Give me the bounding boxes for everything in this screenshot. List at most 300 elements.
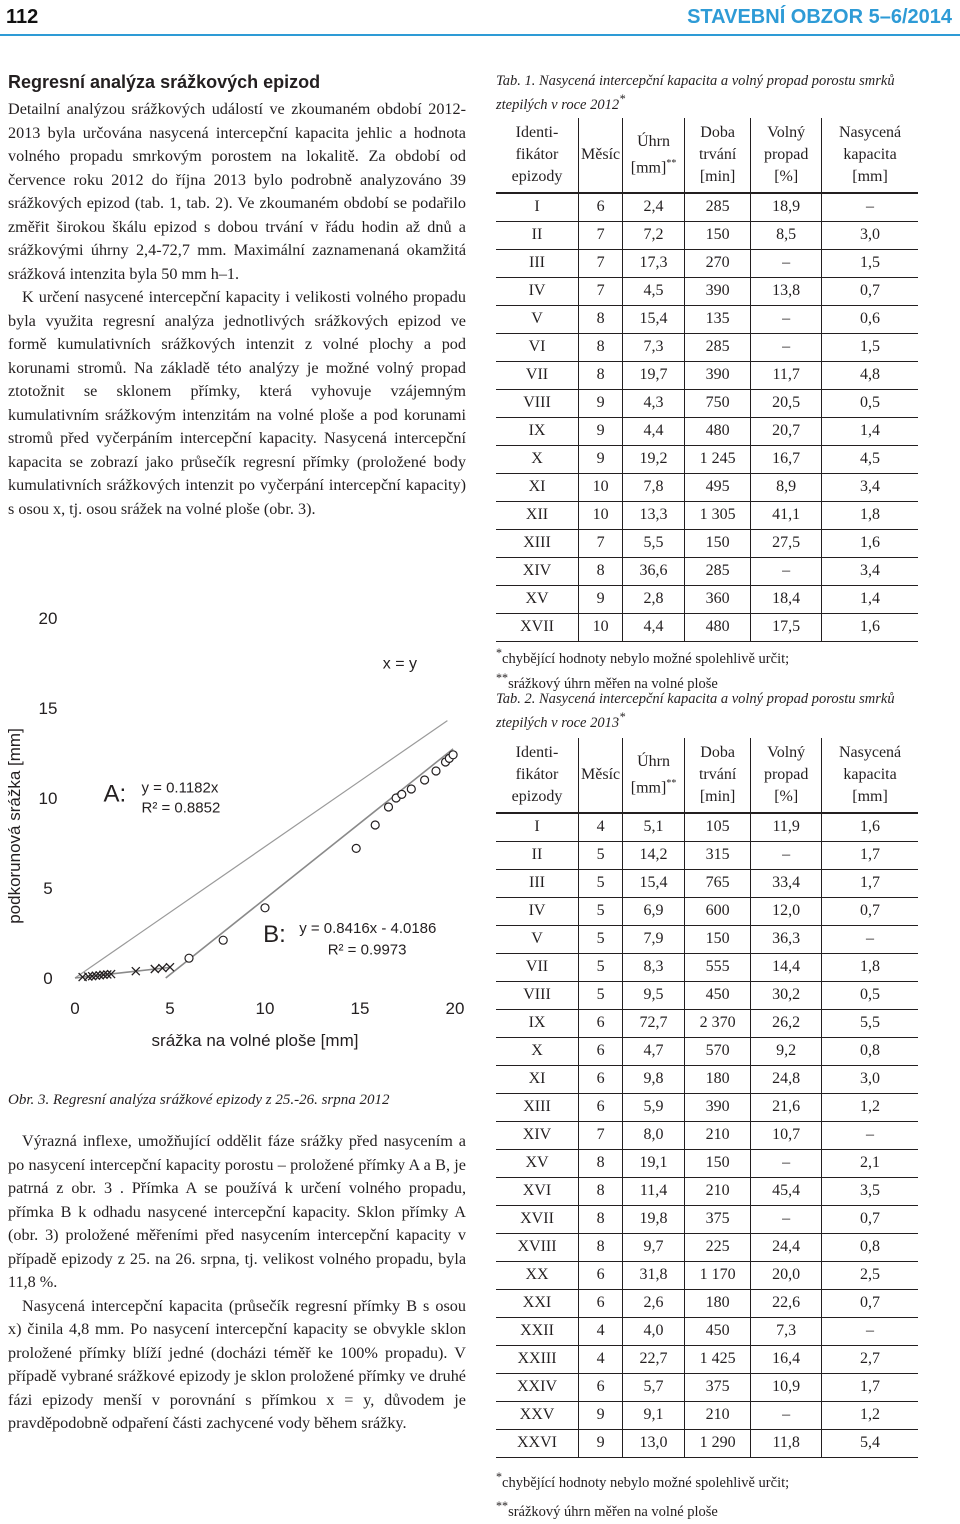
table-2-footnotes (496, 1468, 918, 1522)
table-cell: 10 (579, 613, 623, 641)
table-cell: 20,7 (751, 417, 822, 445)
table-cell: 36,6 (623, 557, 685, 585)
table-cell: 180 (684, 1289, 750, 1317)
table-row (496, 1009, 918, 1037)
table-cell: XX (496, 1261, 579, 1289)
table-cell: 20,0 (751, 1261, 822, 1289)
table-header-row (496, 738, 918, 813)
table-cell: 0,8 (822, 1233, 918, 1261)
paragraph-3: Výrazná inflexe, umožňující oddělit fáze srážky před nasycením a po nasycení intercepční kapacity porostu – proložené přímky A a B, je patrná z obr. 3 . Přímka A se používá k určení volného propadu, přímka B k odhadu nasycené intercepční kapacity. Sklon přímky A (obr. 3) proložené měřeními před nasycením intercepční kapacity v případě epizody z 25. na 26. srpna, tj. velikost volného propadu, byla 11,8 %. (8, 1132, 466, 1291)
y-axis-label: podkorunová srážka [mm] (5, 728, 24, 924)
table-cell: 19,8 (623, 1205, 685, 1233)
table-row (496, 1093, 918, 1121)
table-cell: VIII (496, 389, 579, 417)
table-row (496, 1345, 918, 1373)
table-cell: VI (496, 333, 579, 361)
paragraph-4: Nasycená intercepční kapacita (průsečík regresní přímky B s osou x) činila 4,8 mm. Po nasycení intercepční kapacity se obvykle sklon proložené přímky blíží jedné (docházi téměř ke 100% propadu). V případě vybrané srážkové epizody je sklon proložené přímky ve druhé fázi epizody menší v porovnání s přímkou x = y, důvodem je pravděpodobně odpaření části zachycené vody během srážky. (8, 1296, 466, 1432)
table-cell: IX (496, 1009, 579, 1037)
table-cell: 18,4 (751, 585, 822, 613)
table-cell: V (496, 305, 579, 333)
table-row (496, 1149, 918, 1177)
table-cell: 2,8 (623, 585, 685, 613)
table-cell: 16,7 (751, 445, 822, 473)
table-cell: 5 (579, 869, 623, 897)
table-cell: 1,4 (822, 585, 918, 613)
table-row (496, 1177, 918, 1205)
footnote-measured: **srážkový úhrn měřen na volné ploše (496, 1498, 718, 1520)
table-cell: 9,2 (751, 1037, 822, 1065)
table-cell: XVIII (496, 1233, 579, 1261)
y-tick-label: 10 (38, 789, 58, 808)
table-cell: 0,7 (822, 1205, 918, 1233)
table-cell: XVII (496, 613, 579, 641)
table-cell: 9,7 (623, 1233, 685, 1261)
table-row (496, 277, 918, 305)
data-point-b (432, 767, 440, 775)
table-row (496, 249, 918, 277)
table-row (496, 1401, 918, 1429)
table-cell: 390 (684, 361, 750, 389)
table-row (496, 897, 918, 925)
table-cell: 7 (579, 221, 623, 249)
table-cell: 0,8 (822, 1037, 918, 1065)
data-point-b (421, 776, 429, 784)
table-cell: – (751, 333, 822, 361)
table-cell: 7,3 (751, 1317, 822, 1345)
table-cell: XXII (496, 1317, 579, 1345)
section-title: Regresní analýza srážkových epizod (8, 72, 321, 92)
table-cell: 150 (684, 529, 750, 557)
table-row (496, 557, 918, 585)
table-row (496, 305, 918, 333)
table-cell: 8 (579, 1233, 623, 1261)
table-row (496, 1065, 918, 1093)
data-point-b (449, 751, 457, 759)
table-cell: 8 (579, 1177, 623, 1205)
table-cell: 6 (579, 1009, 623, 1037)
table-cell: 26,2 (751, 1009, 822, 1037)
table-cell: XI (496, 1065, 579, 1093)
table-cell: 9,1 (623, 1401, 685, 1429)
table-row (496, 529, 918, 557)
table-cell: 6 (579, 1373, 623, 1401)
table-cell: 9,8 (623, 1065, 685, 1093)
table-cell: 2,5 (822, 1261, 918, 1289)
column-header: Doba trvání [min] (684, 738, 750, 813)
table-cell: 9 (579, 389, 623, 417)
y-tick-label: 5 (43, 879, 53, 898)
table-1-caption: Tab. 1. Nasycená intercepční kapacita a volný propad porostu smrků ztepilých v roce 2012* (496, 73, 895, 113)
table-cell: 150 (684, 1149, 750, 1177)
table-cell: 270 (684, 249, 750, 277)
table-row (496, 953, 918, 981)
table-cell: 11,7 (751, 361, 822, 389)
table-cell: 150 (684, 221, 750, 249)
table-cell: 72,7 (623, 1009, 685, 1037)
table-cell: 12,0 (751, 897, 822, 925)
table-cell: 8 (579, 361, 623, 389)
table-cell: 8,9 (751, 473, 822, 501)
table-cell: 1,6 (822, 813, 918, 842)
table-cell: 36,3 (751, 925, 822, 953)
table-cell: 6 (579, 193, 623, 222)
table-cell: XXIV (496, 1373, 579, 1401)
x-tick-label: 15 (350, 999, 370, 1018)
table-header-row (496, 118, 918, 193)
x-tick-label: 10 (255, 999, 275, 1018)
table-2 (496, 738, 918, 1458)
table-cell: 1,2 (822, 1093, 918, 1121)
table-cell: 1,4 (822, 417, 918, 445)
table-cell: 5 (579, 841, 623, 869)
table-cell: III (496, 869, 579, 897)
table-cell: 1,8 (822, 501, 918, 529)
table-cell: 0,7 (822, 1289, 918, 1317)
column-header: Nasycená kapacita [mm] (822, 118, 918, 193)
table-row (496, 1233, 918, 1261)
column-header: Měsíc (579, 738, 623, 813)
table-row (496, 193, 918, 222)
table-cell: X (496, 445, 579, 473)
x-axis-label: srážka na volné ploše [mm] (151, 1031, 359, 1050)
table-cell: 450 (684, 1317, 750, 1345)
figure-caption: Obr. 3. Regresní analýza srážkové epizody z 25.-26. srpna 2012 (8, 1092, 390, 1108)
table-cell: 285 (684, 557, 750, 585)
table-cell: 6 (579, 1289, 623, 1317)
column-header: Nasycená kapacita [mm] (822, 738, 918, 813)
table-cell: 6 (579, 1065, 623, 1093)
column-header: Úhrn [mm]** (623, 118, 685, 193)
table-cell: 9,5 (623, 981, 685, 1009)
table-cell: 19,2 (623, 445, 685, 473)
table-cell: – (822, 925, 918, 953)
table-cell: 31,8 (623, 1261, 685, 1289)
y-tick-label: 0 (43, 969, 53, 988)
table-cell: 3,5 (822, 1177, 918, 1205)
table-cell: 1 290 (684, 1429, 750, 1457)
table-cell: 1 245 (684, 445, 750, 473)
table-cell: IV (496, 277, 579, 305)
footnote-missing: *chybějící hodnoty nebylo možné spolehlivě určit; (496, 1469, 790, 1491)
line-a-r2: R² = 0.8852 (141, 799, 221, 817)
table-cell: 210 (684, 1121, 750, 1149)
table-cell: 14,4 (751, 953, 822, 981)
x-tick-label: 0 (70, 999, 80, 1018)
table-cell: 8 (579, 333, 623, 361)
table-cell: 9 (579, 1401, 623, 1429)
table-cell: 9 (579, 585, 623, 613)
table-row (496, 1121, 918, 1149)
table-cell: 4 (579, 813, 623, 842)
table-cell: 17,5 (751, 613, 822, 641)
table-cell: 30,2 (751, 981, 822, 1009)
table-cell: 495 (684, 473, 750, 501)
table-cell: 225 (684, 1233, 750, 1261)
table-cell: VIII (496, 981, 579, 1009)
table-row (496, 1037, 918, 1065)
paragraph-1: Detailní analýzou srážkových událostí ve zkoumaném období 2012-2013 byla určována nasycená intercepční kapacita jehlic a hodnota volného propadu smrkovým porostem na lokalitě. Za období od července roku 2012 do října 2013 bylo podrobně analyzováno 39 srážkových epizod (tab. 1, tab. 2). Ve zkoumaném období se podařilo změřit širokou škálu epizod s dobou trvání v řádu hodin až dnů a srážkovými úhrny 2,4-72,7 mm. Maximální zaznamenaná okamžitá srážková intenzita byla 50 mm h–1. (8, 100, 466, 283)
column-header: Doba trvání [min] (684, 118, 750, 193)
data-point-b (385, 803, 393, 811)
table-row (496, 841, 918, 869)
table-cell: 22,6 (751, 1289, 822, 1317)
data-point-b (261, 904, 269, 912)
table-row (496, 613, 918, 641)
page-number: 112 (6, 6, 39, 28)
table-row (496, 333, 918, 361)
column-header: Identi-fikátor epizody (496, 738, 579, 813)
table-cell: 15,4 (623, 305, 685, 333)
table-cell: XII (496, 501, 579, 529)
table-cell: 1,6 (822, 529, 918, 557)
table-cell: 18,9 (751, 193, 822, 222)
table-cell: IV (496, 897, 579, 925)
table-cell: 3,4 (822, 557, 918, 585)
table-1 (496, 118, 918, 642)
table-cell: XV (496, 585, 579, 613)
column-header: Úhrn [mm]** (623, 738, 685, 813)
y-tick-label: 20 (38, 609, 58, 628)
table-cell: 450 (684, 981, 750, 1009)
table-row (496, 981, 918, 1009)
table-row (496, 1317, 918, 1345)
table-cell: 45,4 (751, 1177, 822, 1205)
table-cell: XXI (496, 1289, 579, 1317)
table-cell: 1,2 (822, 1401, 918, 1429)
table-cell: X (496, 1037, 579, 1065)
column-header: Volný propad [%] (751, 118, 822, 193)
table-cell: 24,4 (751, 1233, 822, 1261)
table-cell: 5 (579, 953, 623, 981)
table-row (496, 445, 918, 473)
table-cell: 390 (684, 1093, 750, 1121)
table-cell: 19,1 (623, 1149, 685, 1177)
table-cell: 6 (579, 1037, 623, 1065)
table-cell: 2,7 (822, 1345, 918, 1373)
table-row (496, 501, 918, 529)
table-cell: 2 370 (684, 1009, 750, 1037)
y-tick-label: 15 (38, 699, 58, 718)
paragraph-2: K určení nasycené intercepční kapacity i velikosti volného propadu byla využita regresní analýza jednotlivých srážkových epizod ve formě kumulativních srážkových intenzit z volné plochy a pod korunami stromů. Na základě této analýzy je možné volný propad ztotožnit se sklonem přímky, která vyhovuje vzájemným kumulativním srážkovým intenzitám na volné ploše a pod korunami stromů před vyčerpáním intercepční kapacity. Nasycená intercepční kapacita se zobrazí jako průsečík regresní přímky (proložené body kumulativních srážkových intenzit po vyčerpání intercepční kapacity) s osou x, tj. osou srážek na volné ploše (obr. 3). (8, 288, 466, 518)
table-cell: 360 (684, 585, 750, 613)
table-cell: 13,3 (623, 501, 685, 529)
table-row (496, 389, 918, 417)
table-cell: XIV (496, 1121, 579, 1149)
table-row (496, 1373, 918, 1401)
table-row (496, 361, 918, 389)
table-cell: 27,5 (751, 529, 822, 557)
table-cell: 4,5 (623, 277, 685, 305)
table-cell: – (751, 1149, 822, 1177)
table-cell: 14,2 (623, 841, 685, 869)
table-cell: XXVI (496, 1429, 579, 1457)
line-b-r2: R² = 0.9973 (327, 941, 407, 959)
table-cell: 8,5 (751, 221, 822, 249)
table-cell: 105 (684, 813, 750, 842)
table-cell: 5,9 (623, 1093, 685, 1121)
table-cell: 10 (579, 473, 623, 501)
table-cell: 17,3 (623, 249, 685, 277)
table-cell: – (751, 305, 822, 333)
table-cell: 5,4 (822, 1429, 918, 1457)
table-cell: 765 (684, 869, 750, 897)
table-cell: 8 (579, 305, 623, 333)
table-cell: 5 (579, 981, 623, 1009)
table-cell: VII (496, 953, 579, 981)
column-header: Volný propad [%] (751, 738, 822, 813)
table-cell: 2,6 (623, 1289, 685, 1317)
table-cell: 9 (579, 1429, 623, 1457)
table-cell: 150 (684, 925, 750, 953)
data-point-b (407, 785, 415, 793)
table-row (496, 221, 918, 249)
table-cell: II (496, 221, 579, 249)
column-header: Měsíc (579, 118, 623, 193)
table-cell: 7 (579, 249, 623, 277)
data-point-b (398, 790, 406, 798)
table-cell: 480 (684, 417, 750, 445)
x-tick-label: 5 (165, 999, 175, 1018)
table-cell: 5 (579, 925, 623, 953)
table-cell: 1,6 (822, 613, 918, 641)
table-cell: 8,0 (623, 1121, 685, 1149)
table-cell: 285 (684, 193, 750, 222)
article-body-bottom (8, 1130, 466, 1436)
table-cell: 4,5 (822, 445, 918, 473)
table-cell: 9 (579, 445, 623, 473)
table-cell: 375 (684, 1205, 750, 1233)
table-cell: 4,8 (822, 361, 918, 389)
table-row (496, 1205, 918, 1233)
table-row (496, 585, 918, 613)
table-cell: 7,2 (623, 221, 685, 249)
table-cell: 13,0 (623, 1429, 685, 1457)
table-cell: 1,7 (822, 1373, 918, 1401)
table-cell: 480 (684, 613, 750, 641)
table-cell: 1,5 (822, 333, 918, 361)
table-cell: 7 (579, 1121, 623, 1149)
reference-line (75, 721, 447, 978)
table-cell: – (751, 841, 822, 869)
table-cell: XIV (496, 557, 579, 585)
table-cell: 3,4 (822, 473, 918, 501)
table-row (496, 925, 918, 953)
table-cell: 11,8 (751, 1429, 822, 1457)
line-a-tag: A: (103, 780, 127, 808)
table-cell: I (496, 193, 579, 222)
table-cell: I (496, 813, 579, 842)
table-cell: 2,1 (822, 1149, 918, 1177)
table-cell: 3,0 (822, 221, 918, 249)
table-cell: 19,7 (623, 361, 685, 389)
table-cell: 6 (579, 1261, 623, 1289)
table-cell: 4,4 (623, 613, 685, 641)
table-cell: 15,4 (623, 869, 685, 897)
table-cell: 1,8 (822, 953, 918, 981)
table-row (496, 1261, 918, 1289)
table-cell: 180 (684, 1065, 750, 1093)
table-2-caption: Tab. 2. Nasycená intercepční kapacita a volný propad porostu smrků ztepilých v roce 2013* (496, 691, 895, 731)
table-1-block (496, 72, 918, 693)
table-cell: 24,8 (751, 1065, 822, 1093)
table-cell: 0,7 (822, 897, 918, 925)
article-body-top (8, 70, 466, 521)
table-cell: 10 (579, 501, 623, 529)
table-cell: II (496, 841, 579, 869)
table-cell: 2,4 (623, 193, 685, 222)
table-cell: XVI (496, 1177, 579, 1205)
table-cell: 8,3 (623, 953, 685, 981)
data-point-b (352, 844, 360, 852)
footnote-measured: **srážkový úhrn měřen na volné ploše (496, 670, 718, 692)
table-cell: 7,8 (623, 473, 685, 501)
table-cell: 22,7 (623, 1345, 685, 1373)
table-cell: 1 170 (684, 1261, 750, 1289)
table-cell: VII (496, 361, 579, 389)
table-row (496, 417, 918, 445)
table-1-footnotes (496, 644, 918, 694)
table-cell: 41,1 (751, 501, 822, 529)
table-cell: 3,0 (822, 1065, 918, 1093)
table-cell: 10,9 (751, 1373, 822, 1401)
table-cell: – (822, 1121, 918, 1149)
table-cell: 570 (684, 1037, 750, 1065)
table-cell: 4,3 (623, 389, 685, 417)
table-cell: 1,7 (822, 869, 918, 897)
table-cell: 9 (579, 417, 623, 445)
table-cell: 210 (684, 1401, 750, 1429)
data-point-b (185, 954, 193, 962)
table-cell: 375 (684, 1373, 750, 1401)
table-cell: V (496, 925, 579, 953)
table-cell: 1 425 (684, 1345, 750, 1373)
table-cell: XI (496, 473, 579, 501)
table-cell: XXIII (496, 1345, 579, 1373)
table-cell: 8 (579, 557, 623, 585)
table-cell: 33,4 (751, 869, 822, 897)
table-cell: 315 (684, 841, 750, 869)
table-cell: 5,5 (623, 529, 685, 557)
table-cell: – (751, 1205, 822, 1233)
table-cell: 10,7 (751, 1121, 822, 1149)
table-cell: 555 (684, 953, 750, 981)
table-cell: 4 (579, 1317, 623, 1345)
table-cell: 390 (684, 277, 750, 305)
table-cell: 4,7 (623, 1037, 685, 1065)
table-cell: XV (496, 1149, 579, 1177)
table-cell: 11,9 (751, 813, 822, 842)
table-cell: – (822, 1317, 918, 1345)
table-cell: 1 305 (684, 501, 750, 529)
table-cell: XIII (496, 529, 579, 557)
line-a-equation: y = 0.1182x (141, 779, 219, 797)
column-header: Identi-fikátor epizody (496, 118, 579, 193)
data-point-b (219, 936, 227, 944)
line-b-equation: y = 0.8416x - 4.0186 (299, 920, 437, 937)
table-cell: 4 (579, 1345, 623, 1373)
x-tick-label: 20 (445, 999, 465, 1018)
table-cell: 210 (684, 1177, 750, 1205)
table-cell: 5,1 (623, 813, 685, 842)
table-cell: 8 (579, 1205, 623, 1233)
footnote-missing: *chybějící hodnoty nebylo možné spolehlivě určit; (496, 645, 790, 667)
table-cell: 0,5 (822, 981, 918, 1009)
table-row (496, 473, 918, 501)
table-cell: 5,7 (623, 1373, 685, 1401)
table-cell: 20,5 (751, 389, 822, 417)
table-cell: XIII (496, 1093, 579, 1121)
table-cell: – (822, 193, 918, 222)
